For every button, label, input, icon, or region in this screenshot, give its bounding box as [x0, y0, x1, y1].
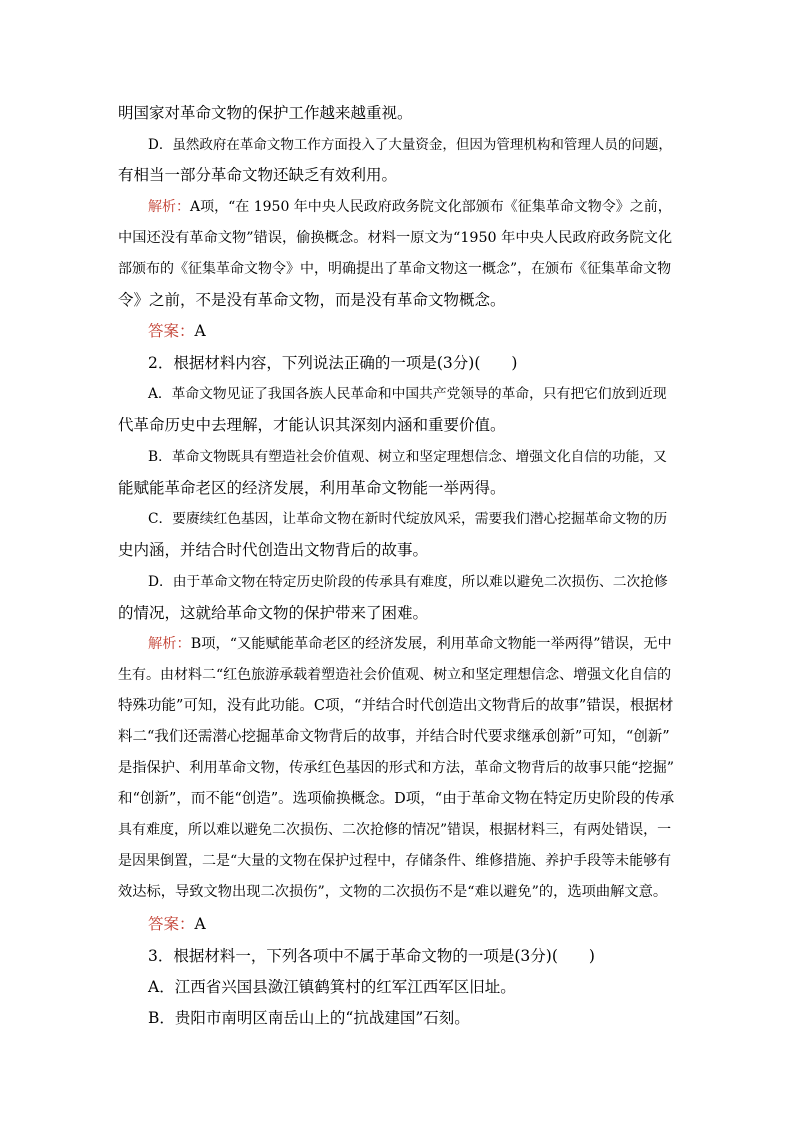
option-a-line: A．革命文物见证了我国各族人民革命和中国共产党领导的革命，只有把它们放到近现: [148, 386, 667, 402]
text-line: 有相当一部分革命文物还缺乏有效利用。: [118, 166, 398, 184]
answer-line: 答案：A: [148, 322, 206, 340]
option-b-line: B．革命文物既具有塑造社会价值观、树立和坚定理想信念、增强文化自信的功能，又: [148, 449, 667, 465]
question-3: 3．根据材料一，下列各项中不属于革命文物的一项是(3分)( ): [148, 947, 595, 965]
text-line: 的情况，这就给革命文物的保护带来了困难。: [118, 604, 429, 622]
text-line: 是指保护、利用革命文物，传承红色基因的形式和方法，革命文物背后的故事只能“挖掘”: [118, 760, 675, 776]
question-2: 2．根据材料内容，下列说法正确的一项是(3分)( ): [148, 354, 518, 372]
text-line: 部颁布的《征集革命文物令》中，明确提出了革命文物这一概念”，在颁布《征集革命文物: [118, 261, 672, 277]
text-line: 料二“我们还需潜心挖掘革命文物背后的故事，并结合时代要求继承创新”可知，“创新”: [118, 729, 670, 745]
text-line: 和“创新”，而不能“创造”。选项偷换概念。D项，“由于革命文物在特定历史阶段的传承: [118, 791, 675, 807]
text-line: 特殊功能”可知，没有此功能。C项，“并结合时代创造出文物背后的故事”错误，根据材: [118, 698, 674, 714]
option-a-line: A．江西省兴国县潋江镇鹤箕村的红军江西军区旧址。: [148, 978, 516, 996]
option-d-line: D．由于革命文物在特定历史阶段的传承具有难度，所以难以避免二次损伤、二次抢修: [148, 574, 668, 590]
text-line: 效达标，导致文物出现二次损伤”，文物的二次损伤不是“难以避免”的，选项曲解文意。: [118, 884, 668, 900]
text-line: 是因果倒置，二是“大量的文物在保护过程中，存储条件、维修措施、养护手段等未能够有: [118, 853, 672, 869]
answer-line: 答案：A: [148, 915, 206, 933]
option-d-line: D．虽然政府在革命文物工作方面投入了大量资金，但因为管理机构和管理人员的问题，: [148, 137, 672, 153]
text-line: 明国家对革命文物的保护工作越来越重视。: [118, 104, 413, 122]
analysis-line: 解析：A项，“在 1950 年中央人民政府政务院文化部颁布《征集革命文物令》之前，: [148, 199, 672, 215]
text-line: 令》之前，不是没有革命文物，而是没有革命文物概念。: [118, 291, 506, 309]
analysis-line: 解析：B项，“又能赋能革命老区的经济发展，利用革命文物能一举两得”错误，无中: [148, 636, 672, 652]
answer-label: 答案：: [148, 322, 195, 340]
text-line: 能赋能革命老区的经济发展，利用革命文物能一举两得。: [118, 479, 506, 497]
text-line: 中国还没有革命文物”错误，偷换概念。材料一原文为“1950 年中央人民政府政务院文化: [118, 230, 673, 246]
text-line: 史内涵，并结合时代创造出文物背后的故事。: [118, 541, 429, 559]
analysis-label: 解析：: [148, 636, 191, 652]
text-line: 生有。由材料二“红色旅游承载着塑造社会价值观、树立和坚定理想信念、增强文化自信的: [118, 667, 672, 683]
analysis-label: 解析：: [148, 199, 190, 215]
text-line: 具有难度，所以难以避免二次损伤、二次抢修的情况”错误，根据材料三，有两处错误，一: [118, 822, 672, 838]
option-c-line: C．要赓续红色基因，让革命文物在新时代绽放风采，需要我们潜心挖掘革命文物的历: [148, 511, 668, 527]
answer-label: 答案：: [148, 915, 195, 933]
option-b-line: B．贵阳市南明区南岳山上的“抗战建国”石刻。: [148, 1009, 470, 1027]
text-line: 代革命历史中去理解，才能认识其深刻内涵和重要价值。: [118, 416, 506, 434]
